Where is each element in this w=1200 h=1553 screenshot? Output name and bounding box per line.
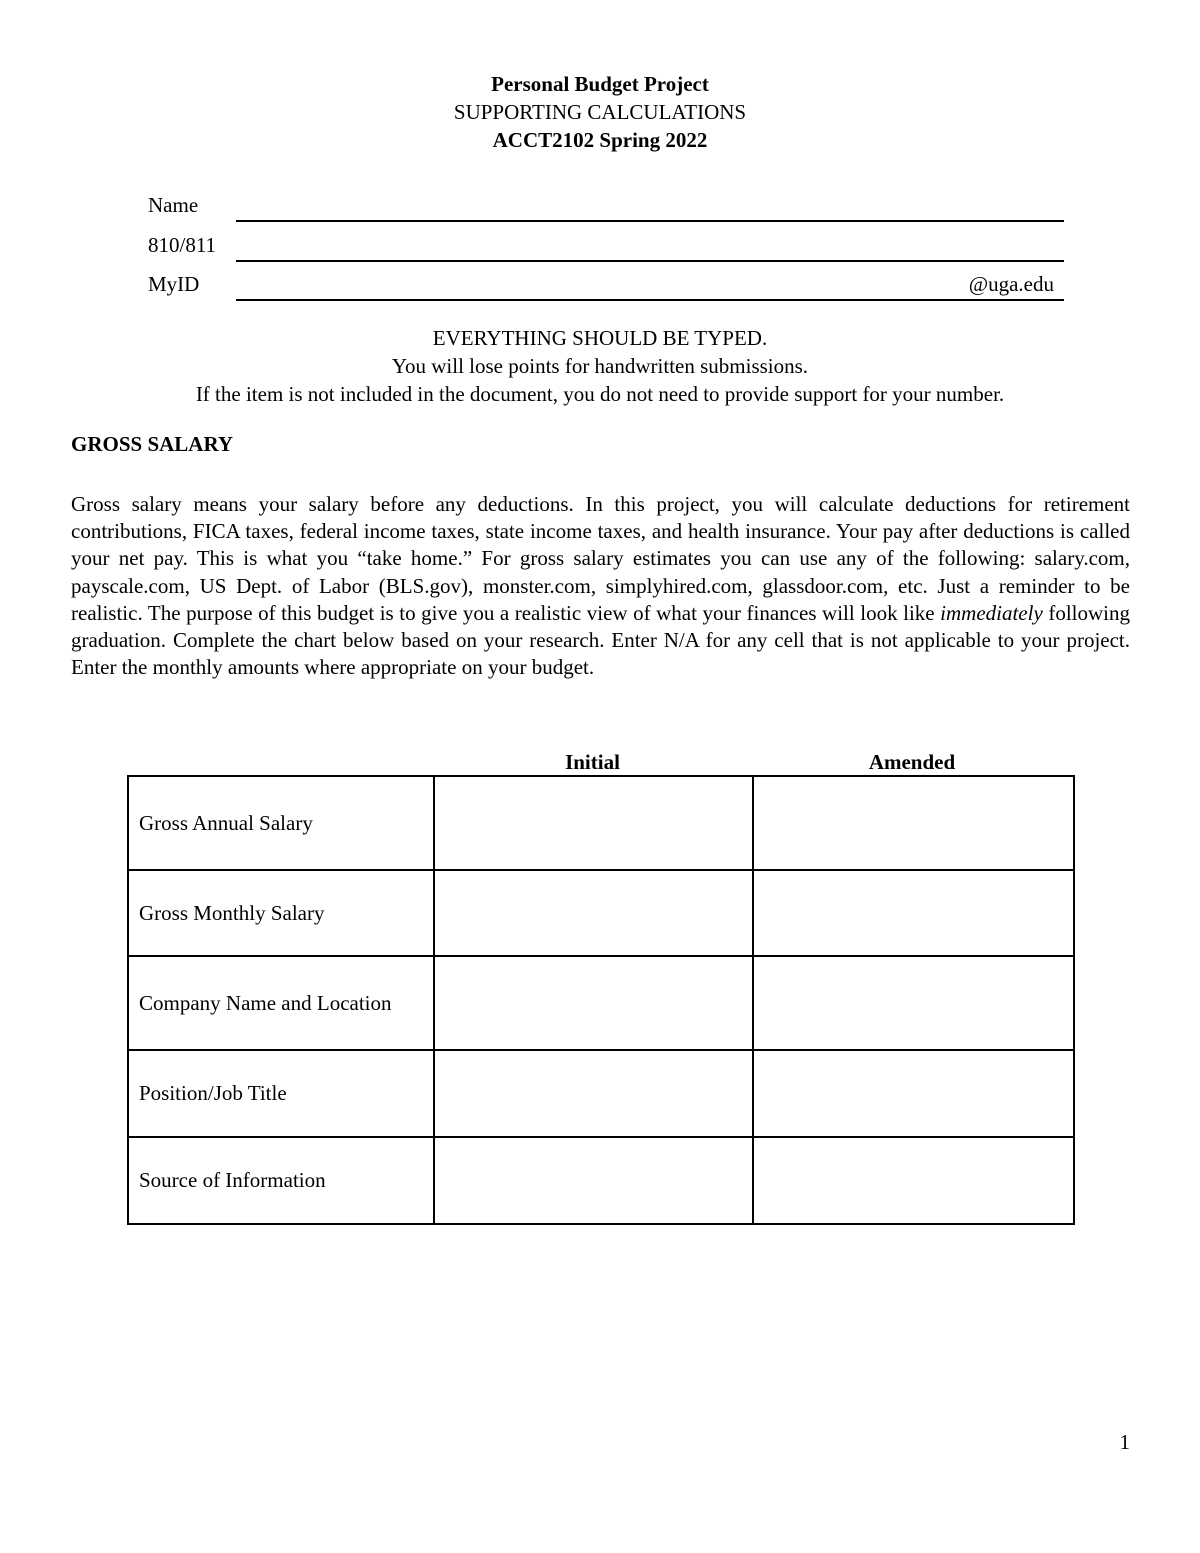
myid-field[interactable] — [148, 272, 1064, 302]
row-label: Gross Annual Salary — [128, 776, 434, 870]
amended-cell[interactable] — [753, 870, 1074, 956]
row-label: Gross Monthly Salary — [128, 870, 434, 956]
paragraph-text-start: Gross salary means your salary before any deductions. In this project, you will calculate deductions for retirement contributions, FICA taxes, federal income taxes, state income taxes, and health insurance. Your pay after deductions is called your net pay. This is what you “take home.” For gross salary estimates you can use any of the following: salary.com, payscale.com, US Dept. of Labor (BLS.gov), monster.com, simplyhired.com, glassdoor.com, etc. Just a reminder to be realistic. The purpose of this budget is to give you a realistic view of what your finances will look like — [71, 492, 1130, 625]
initial-cell[interactable] — [434, 1137, 753, 1224]
email-domain-suffix: @uga.edu — [968, 272, 1054, 296]
section-field[interactable] — [148, 233, 1064, 263]
instructions-paragraph — [71, 491, 1130, 681]
amended-cell[interactable] — [753, 1137, 1074, 1224]
support-note: If the item is not included in the document, you do not need to provide support for your number. — [195, 382, 1005, 406]
row-label: Position/Job Title — [128, 1050, 434, 1137]
myid-label: MyID — [148, 272, 200, 296]
row-label: Source of Information — [128, 1137, 434, 1224]
document-title: Personal Budget Project — [491, 72, 709, 96]
section-heading: GROSS SALARY — [71, 432, 234, 456]
name-label: Name — [148, 193, 199, 217]
initial-cell[interactable] — [434, 776, 753, 870]
name-line[interactable] — [236, 220, 1064, 222]
section-line[interactable] — [236, 260, 1064, 262]
table-row — [128, 1137, 1074, 1224]
initial-cell[interactable] — [434, 1050, 753, 1137]
amended-cell[interactable] — [753, 776, 1074, 870]
name-field[interactable] — [148, 193, 1064, 223]
typed-notice: EVERYTHING SHOULD BE TYPED. — [432, 326, 768, 350]
document-subtitle: SUPPORTING CALCULATIONS — [453, 100, 747, 124]
salary-table — [127, 775, 1075, 1225]
table-row — [128, 870, 1074, 956]
amended-cell[interactable] — [753, 1050, 1074, 1137]
handwritten-warning: You will lose points for handwritten submissions. — [391, 354, 809, 378]
section-label: 810/811 — [148, 233, 217, 257]
table-row — [128, 1050, 1074, 1137]
initial-cell[interactable] — [434, 956, 753, 1050]
table-row — [128, 776, 1074, 870]
column-header-amended: Amended — [868, 750, 956, 774]
initial-cell[interactable] — [434, 870, 753, 956]
myid-line[interactable] — [236, 299, 1064, 301]
paragraph-emphasis: immediately — [940, 600, 1043, 625]
page-number: 1 — [1119, 1430, 1130, 1454]
amended-cell[interactable] — [753, 956, 1074, 1050]
table-row — [128, 956, 1074, 1050]
row-label: Company Name and Location — [128, 956, 434, 1050]
column-header-initial: Initial — [565, 750, 620, 774]
paragraph-text-end: following graduation. Complete the chart below based on your research. Enter N/A for any cell that is not applicable to your project. Enter the monthly amounts where appropriate on your budget. — [71, 600, 1131, 680]
course-label: ACCT2102 Spring 2022 — [492, 128, 708, 152]
